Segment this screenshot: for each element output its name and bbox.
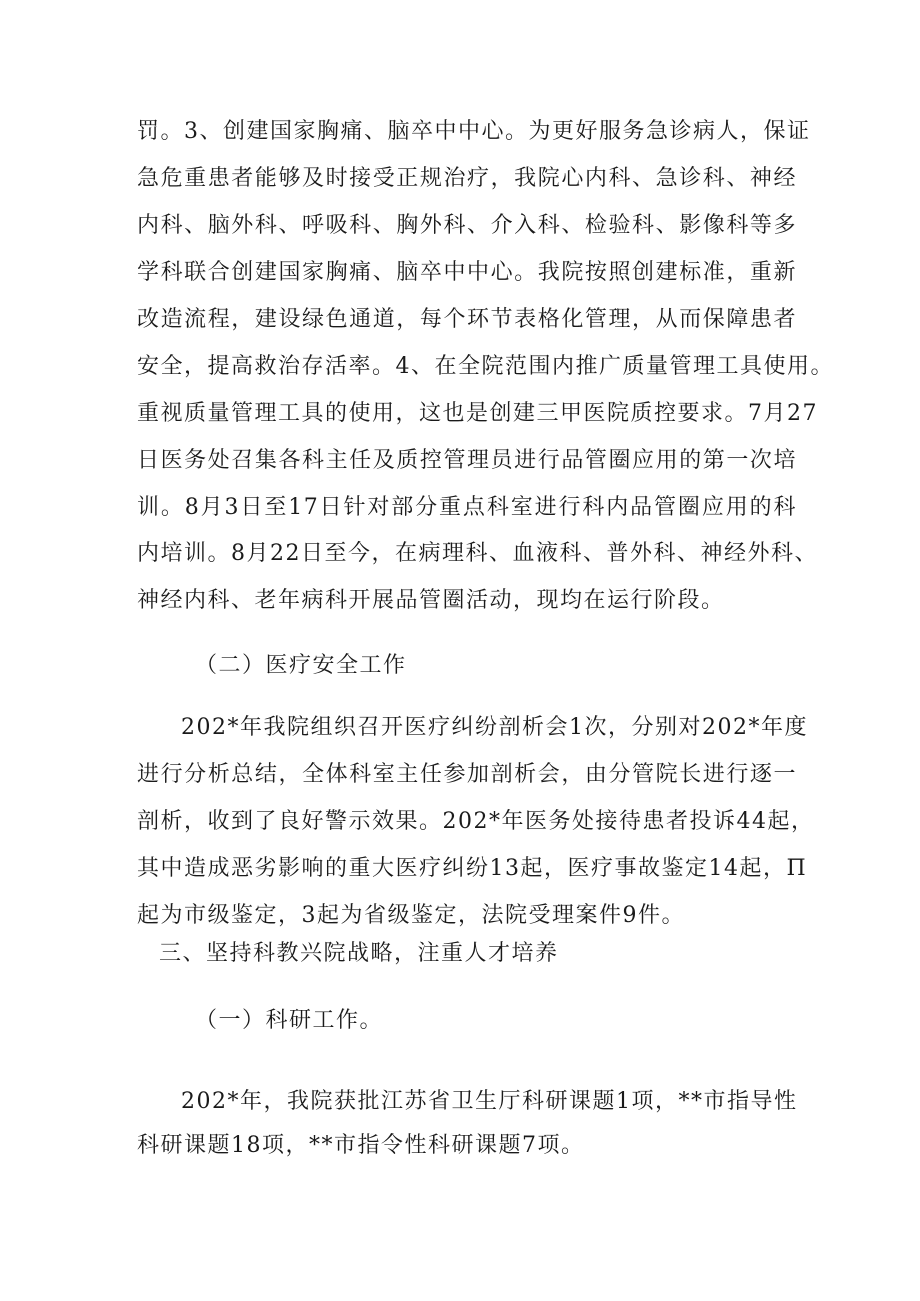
subheading-medical-safety: （二）医疗安全工作 — [195, 653, 407, 678]
paragraph-line: 罚。3、创建国家胸痛、脑卒中中心。为更好服务急诊病人，保证 — [137, 119, 811, 144]
paragraph-line: 急危重患者能够及时接受正规治疗，我院心内科、急诊科、神经 — [137, 166, 797, 191]
paragraph-line: 改造流程，建设绿色通道，每个环节表格化管理，从而保障患者 — [137, 307, 797, 332]
paragraph-line: 学科联合创建国家胸痛、脑卒中中心。我院按照创建标准，重新 — [137, 260, 797, 285]
paragraph-line: 其中造成恶劣影响的重大医疗纠纷13起，医疗事故鉴定14起，Π — [137, 856, 808, 881]
paragraph-line: 剖析，收到了良好警示效果。202*年医务处接待患者投诉44起， — [137, 809, 815, 834]
paragraph-line: 训。8月3日至17日针对部分重点科室进行科内品管圈应用的科 — [137, 495, 797, 520]
paragraph-line: 神经内科、老年病科开展品管圈活动，现均在运行阶段。 — [137, 588, 725, 613]
subheading-research: （一）科研工作。 — [195, 1008, 384, 1033]
section-heading: 三、坚持科教兴院战略，注重人才培养 — [159, 941, 559, 966]
paragraph-line: 科研课题18项，**市指令性科研课题7项。 — [137, 1133, 585, 1158]
paragraph-line: 起为市级鉴定，3起为省级鉴定，法院受理案件9件。 — [137, 903, 685, 928]
paragraph-line: 日医务处召集各科主任及质控管理员进行品管圈应用的第一次培 — [137, 448, 797, 473]
paragraph-line: 202*年我院组织召开医疗纠纷剖析会1次，分别对202*年度 — [181, 715, 808, 740]
paragraph-line: 202*年，我院获批江苏省卫生厅科研课题1项，**市指导性 — [181, 1089, 798, 1114]
paragraph-line: 内培训。8月22日至今，在病理科、血液科、普外科、神经外科、 — [137, 541, 818, 566]
paragraph-line: 重视质量管理工具的使用，这也是创建三甲医院质控要求。7月27 — [137, 401, 818, 426]
paragraph-line: 进行分析总结，全体科室主任参加剖析会，由分管院长进行逐一 — [137, 762, 797, 787]
paragraph-line: 内科、脑外科、呼吸科、胸外科、介入科、检验科、影像科等多 — [137, 213, 797, 238]
paragraph-line: 安全，提高救治存活率。4、在全院范围内推广质量管理工具使用。 — [137, 354, 834, 379]
